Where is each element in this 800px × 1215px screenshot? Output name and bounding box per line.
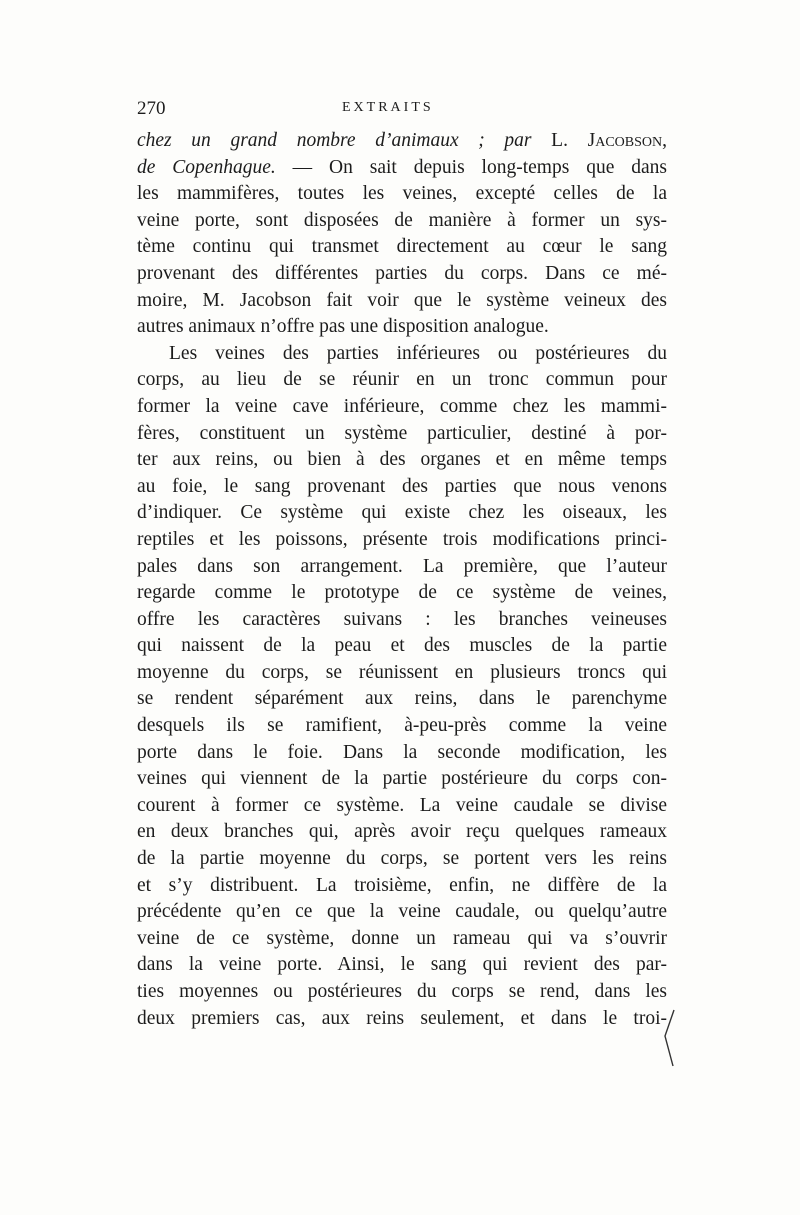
text-run: ties moyennes ou postérieures du corps se rend, dans les	[137, 981, 667, 1002]
text-line	[137, 580, 667, 607]
text-line	[137, 181, 667, 208]
text-run: veine de ce système, donne un rameau qui va s’ouvrir	[137, 927, 667, 949]
text-run: fères, constituent un système particulier, destiné à por-	[137, 422, 667, 444]
text-line	[137, 288, 667, 315]
text-line	[137, 128, 667, 155]
text-run: veine porte, sont disposées de manière à former un sys-	[137, 209, 667, 231]
page-number: 270	[137, 98, 166, 119]
text-line	[137, 952, 667, 979]
text-line	[137, 554, 667, 581]
text-run: d’indiquer. Ce système qui existe chez les oiseaux, les	[137, 502, 667, 524]
text-run: précédente qu’en ce que la veine caudale, ou quelqu’autre	[137, 901, 667, 923]
text-line	[137, 979, 667, 1006]
text-line	[137, 527, 667, 554]
text-run: Les veines des parties inférieures ou postérieures du	[169, 342, 667, 364]
text-line	[137, 926, 667, 953]
text-run: — On sait depuis long-temps que dans	[275, 156, 667, 178]
text-run: pales dans son arrangement. La première, que l’auteur	[137, 555, 667, 577]
text-line	[137, 261, 667, 288]
text-run: Jacobson	[587, 130, 663, 151]
text-line	[137, 633, 667, 660]
text-line	[137, 367, 667, 394]
text-line	[137, 1006, 667, 1033]
text-run: desquels ils se ramifient, à-peu-près comme la veine	[137, 715, 667, 737]
text-run: moire, M. Jacobson fait voir que le système veineux des	[137, 289, 667, 311]
text-line	[137, 873, 667, 900]
text-run: qui naissent de la peau et des muscles de la partie	[137, 635, 667, 657]
text-line	[137, 500, 667, 527]
text-run: les mammifères, toutes les veines, excepté celles de la	[137, 183, 667, 205]
text-line	[137, 846, 667, 873]
text-line	[137, 208, 667, 235]
text-run: L.	[551, 130, 588, 151]
text-line	[137, 766, 667, 793]
text-line	[137, 660, 667, 687]
text-line	[137, 394, 667, 421]
margin-mark	[662, 1008, 676, 1068]
text-run: regarde comme le prototype de ce système de veines,	[137, 582, 667, 604]
text-line	[137, 686, 667, 713]
text-line	[137, 740, 667, 767]
text-run: deux premiers cas, aux reins seulement, et dans le troi-	[137, 1007, 667, 1029]
text-run: ter aux reins, ou bien à des organes et en même temps	[137, 449, 667, 471]
text-run: se rendent séparément aux reins, dans le parenchyme	[137, 688, 667, 710]
running-head: EXTRAITS	[342, 100, 434, 115]
page-header	[137, 98, 667, 124]
text-line	[137, 341, 667, 368]
text-line	[137, 793, 667, 820]
text-line	[137, 607, 667, 634]
text-line	[137, 421, 667, 448]
text-line	[137, 447, 667, 474]
text-run: autres animaux n’offre pas une disposition analogue.	[137, 316, 549, 338]
text-run: ,	[662, 130, 667, 151]
text-run: tème continu qui transmet directement au cœur le sang	[137, 236, 667, 258]
text-line	[137, 899, 667, 926]
text-run: former la veine cave inférieure, comme chez les mammi-	[137, 395, 667, 417]
text-line	[137, 155, 667, 182]
text-run: provenant des différentes parties du corps. Dans ce mé-	[137, 262, 667, 284]
text-run: corps, au lieu de se réunir en un tronc commun pour	[137, 369, 667, 391]
text-run: de la partie moyenne du corps, se portent vers les reins	[137, 848, 667, 870]
text-run: porte dans le foie. Dans la seconde modification, les	[137, 741, 667, 763]
body-text	[137, 128, 667, 1032]
text-run: au foie, le sang provenant des parties que nous venons	[137, 475, 667, 497]
text-run: veines qui viennent de la partie postérieure du corps con-	[137, 768, 667, 790]
text-run: dans la veine porte. Ainsi, le sang qui revient des par-	[137, 954, 667, 976]
text-line	[137, 713, 667, 740]
text-line	[137, 234, 667, 261]
text-run: de Copenhague.	[137, 156, 276, 178]
text-run: moyenne du corps, se réunissent en plusieurs troncs qui	[137, 661, 667, 683]
text-run: en deux branches qui, après avoir reçu quelques rameaux	[137, 821, 667, 843]
text-run: chez un grand nombre d’animaux ; par	[137, 130, 552, 151]
text-run: offre les caractères suivans : les branches veineuses	[137, 608, 667, 630]
text-line	[137, 314, 667, 341]
text-line	[137, 474, 667, 501]
text-run: courent à former ce système. La veine caudale se divise	[137, 794, 667, 816]
text-line	[137, 819, 667, 846]
text-run: reptiles et les poissons, présente trois modifications princi-	[137, 528, 667, 550]
text-run: et s’y distribuent. La troisième, enfin, ne diffère de la	[137, 874, 667, 896]
